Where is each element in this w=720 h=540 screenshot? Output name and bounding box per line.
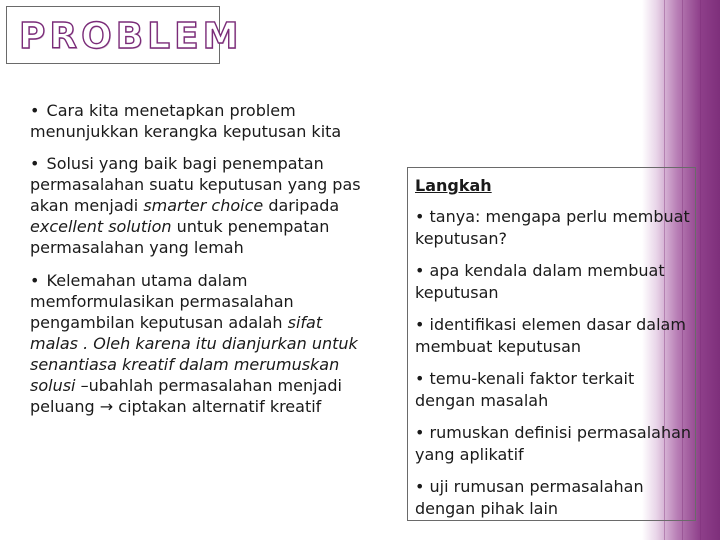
steps-box xyxy=(407,167,696,521)
step-item-2 xyxy=(415,260,695,304)
step-item-6 xyxy=(415,476,695,520)
title-box xyxy=(6,6,243,64)
step-text: temu-kenali faktor terkait dengan masalah xyxy=(415,369,635,410)
step-item-5 xyxy=(415,422,695,466)
bullet-marker: • xyxy=(30,101,40,120)
step-item-3 xyxy=(415,314,695,358)
step-text: tanya: mengapa perlu membuat keputusan? xyxy=(415,207,690,248)
step-text: rumuskan definisi permasalahan yang aplikatif xyxy=(415,423,692,464)
sidebar-stripe xyxy=(700,0,701,540)
page-title: PROBLEM xyxy=(19,16,243,57)
bullet-text: ubahlah permasalahan menjadi peluang xyxy=(30,376,342,416)
bullet-italic: smarter choice xyxy=(143,196,264,215)
step-text: uji rumusan permasalahan dengan pihak lain xyxy=(415,477,644,518)
bullet-text: Kelemahan utama dalam memformulasikan permasalahan pengambilan keputusan adalah xyxy=(30,271,294,332)
step-item-4 xyxy=(415,368,695,412)
step-text: identifikasi elemen dasar dalam membuat keputusan xyxy=(415,315,686,356)
bullet-marker: • xyxy=(415,369,425,388)
bullet-marker: • xyxy=(415,207,425,226)
step-item-1 xyxy=(415,206,695,250)
bullet-text: daripada xyxy=(263,196,340,215)
right-arrow-icon: → xyxy=(99,397,114,416)
bullet-text: Cara kita menetapkan problem menunjukkan kerangka keputusan kita xyxy=(30,101,342,141)
bullet-marker: • xyxy=(415,477,425,496)
steps-heading: Langkah xyxy=(415,176,492,195)
step-text: apa kendala dalam membuat keputusan xyxy=(415,261,665,302)
bullet-text: untuk penempatan permasalahan yang lemah xyxy=(30,217,330,257)
bullet-marker: • xyxy=(415,315,425,334)
left-bullet-2 xyxy=(30,153,375,258)
bullet-italic: sifat malas . Oleh karena itu dianjurkan untuk senantiasa kreatif dalam merumuskan solusi – xyxy=(30,313,358,395)
left-bullet-1 xyxy=(30,100,375,142)
bullet-marker: • xyxy=(30,154,40,173)
bullet-italic: excellent solution xyxy=(30,217,172,236)
bullet-text: Solusi yang baik bagi penempatan permasalahan suatu keputusan yang pas akan menjadi xyxy=(30,154,361,215)
bullet-marker: • xyxy=(415,423,425,442)
left-column xyxy=(30,100,375,428)
bullet-text: ciptakan alternatif kreatif xyxy=(113,397,322,416)
left-bullet-3 xyxy=(30,270,375,417)
bullet-marker: • xyxy=(415,261,425,280)
bullet-marker: • xyxy=(30,271,40,290)
